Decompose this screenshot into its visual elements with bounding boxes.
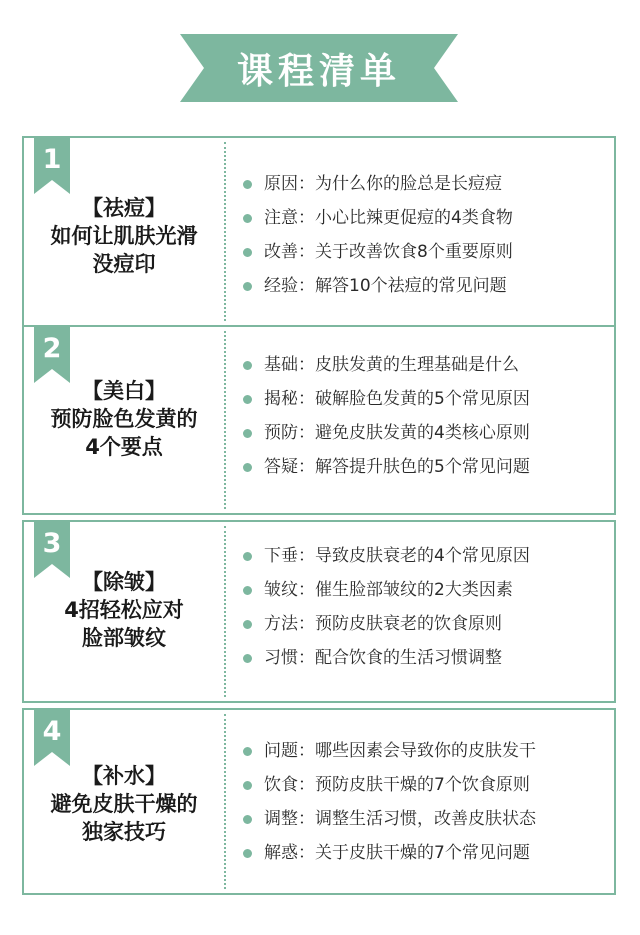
topic-text: 预防皮肤衰老的饮食原则 bbox=[315, 614, 502, 634]
section-number: 4 bbox=[42, 716, 62, 747]
section-tag: 【美白】 bbox=[82, 379, 166, 403]
topic-item: 基础：皮肤发黄的生理基础是什么 bbox=[238, 348, 530, 382]
topic-item: 原因：为什么你的脸总是长痘痘 bbox=[238, 167, 513, 201]
bullet-icon bbox=[243, 463, 252, 472]
topic-text: 调整生活习惯，改善皮肤状态 bbox=[315, 809, 536, 829]
dotted-divider bbox=[224, 142, 226, 321]
topic-text: 导致皮肤衰老的4个常见原因 bbox=[315, 546, 530, 566]
section-title-line: 独家技巧 bbox=[82, 820, 166, 844]
topic-label: 经验 bbox=[264, 276, 298, 296]
topic-label: 改善 bbox=[264, 242, 298, 262]
topic-item: 解惑：关于皮肤干燥的7个常见问题 bbox=[238, 836, 536, 870]
topic-text: 解答提升肤色的5个常见问题 bbox=[315, 457, 530, 477]
topic-text: 皮肤发黄的生理基础是什么 bbox=[315, 355, 519, 375]
topic-label: 下垂 bbox=[264, 546, 298, 566]
topic-label: 问题 bbox=[264, 741, 298, 761]
bullet-icon bbox=[243, 248, 252, 257]
topic-label: 饮食 bbox=[264, 775, 298, 795]
topic-label: 注意 bbox=[264, 208, 298, 228]
page-title: 课程清单 bbox=[236, 50, 401, 92]
section-title-line: 没痘印 bbox=[92, 252, 156, 276]
topic-text: 预防皮肤干燥的7个饮食原则 bbox=[315, 775, 530, 795]
topic-label: 基础 bbox=[264, 355, 298, 375]
section-title bbox=[24, 762, 224, 846]
topic-list bbox=[238, 167, 513, 303]
topic-label: 调整 bbox=[264, 809, 298, 829]
section-tag: 【除皱】 bbox=[82, 570, 166, 594]
dotted-divider bbox=[224, 526, 226, 697]
topic-label: 原因 bbox=[264, 174, 298, 194]
topic-item: 注意：小心比辣更促痘的4类食物 bbox=[238, 201, 513, 235]
topic-text: 为什么你的脸总是长痘痘 bbox=[315, 174, 502, 194]
topic-item: 下垂：导致皮肤衰老的4个常见原因 bbox=[238, 539, 530, 573]
bullet-icon bbox=[243, 586, 252, 595]
topic-item: 习惯：配合饮食的生活习惯调整 bbox=[238, 641, 530, 675]
course-table bbox=[22, 136, 616, 895]
section-title-line: 预防脸色发黄的 bbox=[50, 407, 198, 431]
section-number: 1 bbox=[42, 144, 62, 175]
bullet-icon bbox=[243, 552, 252, 561]
bullet-icon bbox=[243, 395, 252, 404]
section-title-line: 脸部皱纹 bbox=[82, 626, 166, 650]
bullet-icon bbox=[243, 429, 252, 438]
topic-text: 哪些因素会导致你的皮肤发干 bbox=[315, 741, 536, 761]
topic-list bbox=[238, 539, 530, 675]
section-title-area bbox=[24, 138, 224, 325]
bullet-icon bbox=[243, 620, 252, 629]
section-title-line: 4招轻松应对 bbox=[64, 598, 184, 622]
course-section-3 bbox=[22, 520, 616, 703]
topic-item: 问题：哪些因素会导致你的皮肤发干 bbox=[238, 734, 536, 768]
topic-text: 关于改善饮食8个重要原则 bbox=[315, 242, 513, 262]
topic-label: 方法 bbox=[264, 614, 298, 634]
section-title bbox=[24, 194, 224, 278]
topic-list bbox=[238, 734, 536, 870]
topic-text: 破解脸色发黄的5个常见原因 bbox=[315, 389, 530, 409]
topic-text: 小心比辣更促痘的4类食物 bbox=[315, 208, 513, 228]
topic-label: 揭秘 bbox=[264, 389, 298, 409]
section-title-line: 避免皮肤干燥的 bbox=[50, 792, 198, 816]
topic-text: 关于皮肤干燥的7个常见问题 bbox=[315, 843, 530, 863]
bullet-icon bbox=[243, 214, 252, 223]
topic-label: 预防 bbox=[264, 423, 298, 443]
topic-text: 催生脸部皱纹的2大类因素 bbox=[315, 580, 513, 600]
course-section-1 bbox=[22, 136, 616, 327]
topic-item: 预防：避免皮肤发黄的4类核心原则 bbox=[238, 416, 530, 450]
topic-text: 避免皮肤发黄的4类核心原则 bbox=[315, 423, 530, 443]
section-tag: 【祛痘】 bbox=[82, 196, 166, 220]
bullet-icon bbox=[243, 781, 252, 790]
dotted-divider bbox=[224, 714, 226, 889]
topic-item: 饮食：预防皮肤干燥的7个饮食原则 bbox=[238, 768, 536, 802]
topic-item: 方法：预防皮肤衰老的饮食原则 bbox=[238, 607, 530, 641]
topic-label: 皱纹 bbox=[264, 580, 298, 600]
bullet-icon bbox=[243, 849, 252, 858]
bullet-icon bbox=[243, 361, 252, 370]
bullet-icon bbox=[243, 654, 252, 663]
bullet-icon bbox=[243, 180, 252, 189]
topic-item: 皱纹：催生脸部皱纹的2大类因素 bbox=[238, 573, 530, 607]
course-section-4 bbox=[22, 708, 616, 895]
bullet-icon bbox=[243, 282, 252, 291]
topic-item: 揭秘：破解脸色发黄的5个常见原因 bbox=[238, 382, 530, 416]
bullet-icon bbox=[243, 747, 252, 756]
section-number: 2 bbox=[42, 333, 62, 364]
section-title bbox=[24, 377, 224, 461]
topic-text: 配合饮食的生活习惯调整 bbox=[315, 648, 502, 668]
topic-list bbox=[238, 348, 530, 484]
header-banner bbox=[180, 34, 458, 102]
section-title-area bbox=[24, 327, 224, 513]
bullet-icon bbox=[243, 815, 252, 824]
section-title-line: 4个要点 bbox=[85, 435, 163, 459]
topic-label: 习惯 bbox=[264, 648, 298, 668]
section-tag: 【补水】 bbox=[82, 764, 166, 788]
dotted-divider bbox=[224, 331, 226, 509]
topic-item: 经验：解答10个祛痘的常见问题 bbox=[238, 269, 513, 303]
topic-item: 答疑：解答提升肤色的5个常见问题 bbox=[238, 450, 530, 484]
topic-item: 改善：关于改善饮食8个重要原则 bbox=[238, 235, 513, 269]
course-section-2 bbox=[22, 325, 616, 515]
section-title-area bbox=[24, 710, 224, 893]
topic-label: 解惑 bbox=[264, 843, 298, 863]
section-number: 3 bbox=[42, 528, 62, 559]
section-title-area bbox=[24, 522, 224, 701]
section-title bbox=[24, 568, 224, 652]
topic-label: 答疑 bbox=[264, 457, 298, 477]
section-title-line: 如何让肌肤光滑 bbox=[50, 224, 198, 248]
topic-item: 调整：调整生活习惯，改善皮肤状态 bbox=[238, 802, 536, 836]
topic-text: 解答10个祛痘的常见问题 bbox=[315, 276, 507, 296]
